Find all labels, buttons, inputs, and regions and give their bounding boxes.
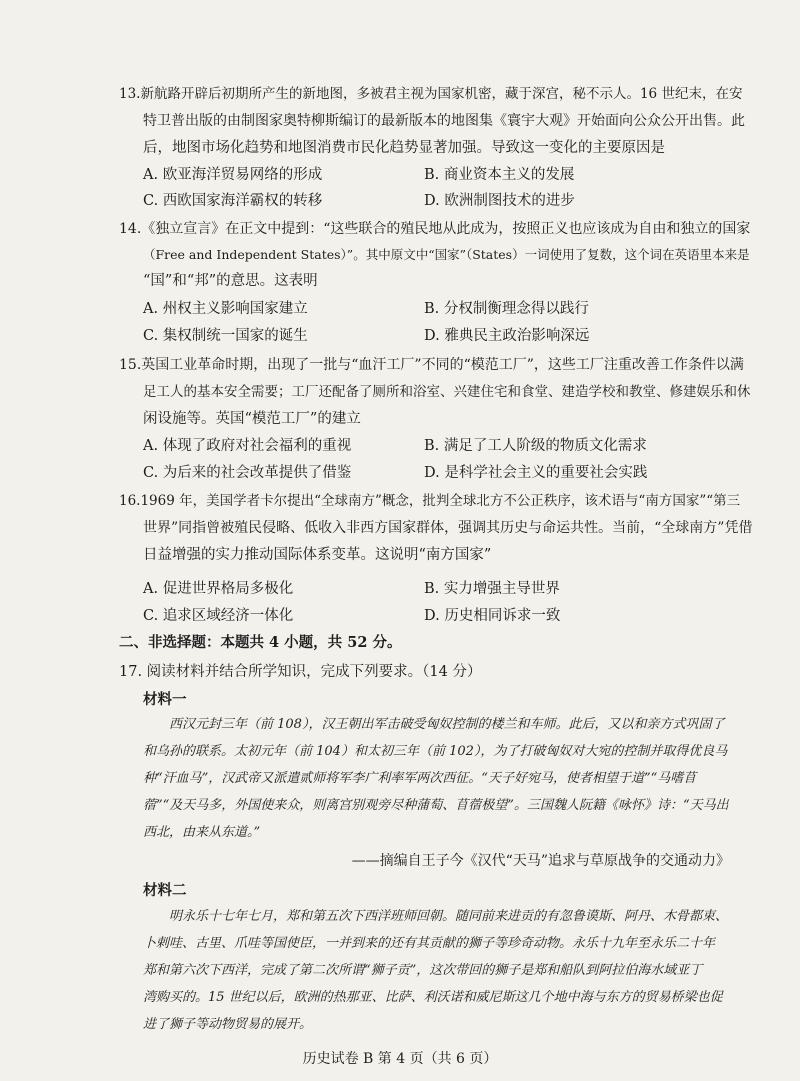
q15-line-3: 闲设施等。英国“模范工厂”的建立 (143, 411, 361, 427)
q15-option-b: B. 满足了工人阶级的物质文化需求 (424, 438, 647, 454)
q15-line-2: 足工人的基本安全需要；工厂还配备了厕所和浴室、兴建住宅和食堂、建造学校和教堂、修建娱乐和休 (143, 384, 751, 400)
q15-option-d: D. 是科学社会主义的重要社会实践 (424, 465, 648, 481)
q14-option-c: C. 集权制统一国家的诞生 (143, 328, 308, 344)
q16-line-2: 世界”同指曾被殖民侵略、低收入非西方国家群体，强调其历史与命运共性。当前，“全球南方”凭借 (143, 520, 753, 536)
q14-line-1: 14.《独立宣言》在正文中提到：“这些联合的殖民地从此成为，按照正义也应该成为自由和独立的国家 (119, 221, 751, 237)
q17-title: 17. 阅读材料并结合所学知识，完成下列要求。（14 分） (119, 664, 482, 680)
q16-option-a: A. 促进世界格局多极化 (143, 581, 294, 597)
q15-option-a: A. 体现了政府对社会福利的重视 (143, 438, 352, 454)
q14-line-2: （Free and Independent States）”。其中原文中“国家”（States）一词使用了复数，这个词在英语里本来是 (143, 247, 750, 262)
q13-line-1: 13.新航路开辟后初期所产生的新地图，多被君主视为国家机密，藏于深宫，秘不示人。16 世纪末，在安 (119, 86, 743, 102)
material-2-line-2: 卜剌哇、古里、爪哇等国使臣，一并到来的还有其贡献的狮子等珍奇动物。永乐十九年至永乐二十年 (143, 936, 716, 951)
material-1-line-3: 种“汗血马”，汉武帝又派遣贰师将军李广利率军两次西征。“天子好宛马，使者相望于道”“马嗜苜 (143, 771, 697, 786)
material-1-line-1: 西汉元封三年（前 108），汉王朝出军击破受匈奴控制的楼兰和车师。此后，又以和亲方式巩固了 (169, 717, 725, 732)
material-1-source: ——摘编自王子今《汉代“天马”追求与草原战争的交通动力》 (351, 853, 730, 869)
material-2-line-4: 湾购买的。15 世纪以后，欧洲的热那亚、比萨、利沃诺和威尼斯这几个地中海与东方的贸易桥梁也促 (143, 990, 723, 1005)
q13-line-2: 特卫普出版的由制图家奥特柳斯编订的最新版本的地图集《寰宇大观》开始面向公众公开出售。此 (143, 113, 745, 129)
material-1-title: 材料一 (143, 691, 187, 708)
q13-option-b: B. 商业资本主义的发展 (424, 167, 575, 183)
page-footer: 历史试卷 B 第 4 页（共 6 页） (302, 1051, 498, 1067)
q13-line-3: 后，地图市场化趋势和地图消费市民化趋势显著加强。导致这一变化的主要原因是 (143, 140, 665, 156)
q14-line-3: “国”和“邦”的意思。这表明 (143, 273, 318, 289)
q15-line-1: 15.英国工业革命时期，出现了一批与“血汗工厂”不同的“模范工厂”，这些工厂注重改善工作条件以满 (119, 357, 744, 373)
material-2-line-1: 明永乐十七年七月，郑和第五次下西洋班师回朝。随同前来进贡的有忽鲁谟斯、阿丹、木骨都束、 (169, 909, 729, 924)
q16-line-1: 16.1969 年，美国学者卡尔提出“全球南方”概念，批判全球北方不公正秩序，该术语与“南方国家”“第三 (119, 493, 741, 509)
q16-line-3: 日益增强的实力推动国际体系变革。这说明“南方国家” (143, 547, 492, 563)
q13-option-a: A. 欧亚海洋贸易网络的形成 (143, 167, 323, 183)
q14-option-d: D. 雅典民主政治影响深远 (424, 328, 590, 344)
material-2-line-3: 郑和第六次下西洋，完成了第二次所谓“狮子贡”，这次带回的狮子是郑和船队到阿拉伯海水域亚丁 (143, 963, 703, 978)
material-1-line-5: 西北，由来从东道。” (143, 825, 261, 840)
q16-option-c: C. 追求区域经济一体化 (143, 608, 294, 624)
q16-option-d: D. 历史相同诉求一致 (424, 608, 561, 624)
q14-option-a: A. 州权主义影响国家建立 (143, 301, 308, 317)
material-2-title: 材料二 (143, 882, 187, 899)
q13-option-c: C. 西欧国家海洋霸权的转移 (143, 193, 323, 209)
q13-option-d: D. 欧洲制图技术的进步 (424, 193, 575, 209)
material-2-line-5: 进了狮子等动物贸易的展开。 (143, 1017, 313, 1032)
material-1-line-2: 和乌孙的联系。太初元年（前 104）和太初三年（前 102），为了打破匈奴对大宛的控制并取得优良马 (143, 744, 728, 759)
q15-option-c: C. 为后来的社会改革提供了借鉴 (143, 465, 352, 481)
q14-option-b: B. 分权制衡理念得以践行 (424, 301, 589, 317)
q16-option-b: B. 实力增强主导世界 (424, 581, 560, 597)
section-heading: 二、非选择题：本题共 4 小题，共 52 分。 (119, 634, 402, 651)
material-1-line-4: 蓿”“及天马多，外国使来众，则离宫别观旁尽种蒲萄、苜蓿极望”。三国魏人阮籍《咏怀》诗：“天马出 (143, 798, 729, 813)
